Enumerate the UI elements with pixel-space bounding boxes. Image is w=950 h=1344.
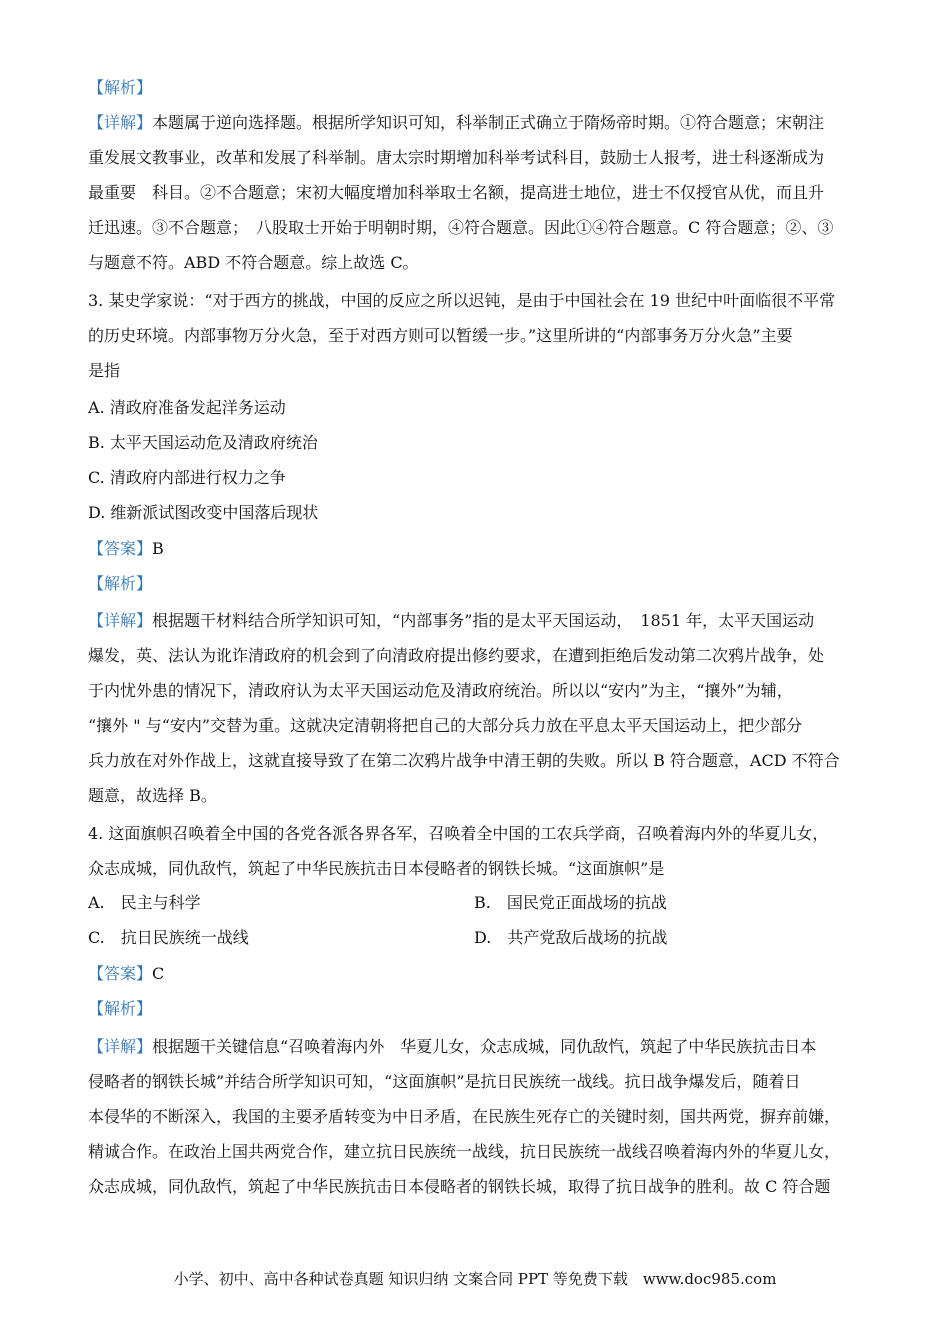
text-line [88, 784, 868, 808]
line-text: 重发展文教事业，改革和发展了科举制。唐太宗时期增加科举考试科目，鼓励士人报考，进士科逐渐成为 [88, 148, 825, 167]
line-text: 的历史环境。内部事物万分火急，至于对西方则可以暂缓一步。”这里所讲的“内部事务万分火急”主要 [88, 326, 793, 345]
line-text: 是指 [88, 361, 121, 380]
section-marker: 【解析】 [88, 574, 153, 593]
text-line [88, 146, 868, 170]
text-line [88, 609, 868, 633]
line-text: 于内忧外患的情况下，清政府认为太平天国运动危及清政府统治。所以以“安内”为主，“攘外”为辅， [88, 681, 793, 700]
text-line [88, 537, 868, 561]
section-marker: 【详解】 [88, 113, 153, 132]
section-marker: 【解析】 [88, 78, 153, 97]
line-text: 众志成城，同仇敌忾，筑起了中华民族抗击日本侵略者的钢铁长城。“这面旗帜”是 [88, 859, 665, 878]
text-line [88, 1140, 868, 1164]
line-text: B [152, 539, 164, 558]
line-text: C [152, 964, 165, 983]
section-marker: 【详解】 [88, 1037, 153, 1056]
section-marker: 【解析】 [88, 999, 153, 1018]
line-text: “攘外 " 与“安内”交替为重。这就决定清朝将把自己的大部分兵力放在平息太平天国运动上，把少部分 [88, 716, 803, 735]
text-line [88, 289, 868, 313]
text-line [88, 76, 868, 100]
text-line [88, 962, 868, 986]
text-line [88, 644, 868, 668]
line-text: B. 太平天国运动危及清政府统治 [88, 433, 318, 452]
text-line [88, 714, 868, 738]
text-line [88, 324, 868, 348]
line-text: 迁迅速。③不合题意； 八股取士开始于明朝时期，④符合题意。因此①④符合题意。C 符合题意；②、③ [88, 218, 834, 237]
text-line [88, 396, 868, 420]
text-line [88, 1105, 868, 1129]
option-right: D. 共产党敌后战场的抗战 [474, 928, 668, 947]
text-line [88, 822, 868, 846]
text-line [88, 1035, 868, 1059]
line-text: 根据题干材料结合所学知识可知，“内部事务”指的是太平天国运动， 1851 年，太平天国运动 [152, 611, 815, 630]
line-text: 本题属于逆向选择题。根据所学知识可知，科举制正式确立于隋炀帝时期。①符合题意；宋朝注 [152, 113, 825, 132]
line-text: 最重要 科目。②不合题意；宋初大幅度增加科举取士名额，提高进士地位，进士不仅授官从优，而且升 [88, 183, 825, 202]
text-line [88, 997, 868, 1021]
text-line [88, 359, 868, 383]
text-line [88, 749, 868, 773]
line-text: 4. 这面旗帜召唤着全中国的各党各派各界各军，召唤着全中国的工农兵学商，召唤着海内外的华夏儿女， [88, 824, 829, 843]
line-text: 爆发，英、法认为讹诈清政府的机会到了向清政府提出修约要求，在遭到拒绝后发动第二次鸦片战争，处 [88, 646, 825, 665]
line-text: 题意，故选择 B。 [88, 786, 217, 805]
section-marker: 【答案】 [88, 539, 153, 558]
line-text: 众志成城，同仇敌忾，筑起了中华民族抗击日本侵略者的钢铁长城，取得了抗日战争的胜利。故 C 符合题 [88, 1177, 831, 1196]
text-line [88, 466, 868, 490]
text-line [88, 111, 868, 135]
line-text: A. 清政府准备发起洋务运动 [88, 398, 286, 417]
line-text: 精诚合作。在政治上国共两党合作，建立抗日民族统一战线，抗日民族统一战线召唤着海内外的华夏儿女， [88, 1142, 841, 1161]
text-line [88, 679, 868, 703]
page-footer: 小学、初中、高中各种试卷真题 知识归纳 文案合同 PPT 等免费下载 www.doc985.com [173, 1270, 777, 1288]
line-text: 与题意不符。ABD 不符合题意。综上故选 C。 [88, 253, 419, 272]
line-text: 侵略者的钢铁长城”并结合所学知识可知，“这面旗帜”是抗日民族统一战线。抗日战争爆发后，随着日 [88, 1072, 801, 1091]
text-line [88, 857, 868, 881]
text-line [88, 1175, 868, 1199]
line-text: 3. 某史学家说：“对于西方的挑战，中国的反应之所以迟钝，是由于中国社会在 19 世纪中叶面临很不平常 [88, 291, 836, 310]
text-line [88, 216, 868, 240]
text-line [88, 572, 868, 596]
section-marker: 【详解】 [88, 611, 153, 630]
line-text: 根据题干关键信息“召唤着海内外 华夏儿女，众志成城，同仇敌忾，筑起了中华民族抗击日本 [152, 1037, 817, 1056]
text-line [88, 501, 868, 525]
line-text: A. 民主与科学 [88, 893, 201, 912]
text-line [88, 251, 868, 275]
text-line [88, 1070, 868, 1094]
line-text: 本侵华的不断深入，我国的主要矛盾转变为中日矛盾，在民族生死存亡的关键时刻，国共两党，摒弃前嫌， [88, 1107, 841, 1126]
text-line [88, 431, 868, 455]
line-text: 兵力放在对外作战上，这就直接导致了在第二次鸦片战争中清王朝的失败。所以 B 符合题意，ACD 不符合 [88, 751, 840, 770]
option-right: B. 国民党正面战场的抗战 [474, 893, 667, 912]
line-text: C. 清政府内部进行权力之争 [88, 468, 286, 487]
text-line [88, 181, 868, 205]
line-text: C. 抗日民族统一战线 [88, 928, 249, 947]
section-marker: 【答案】 [88, 964, 153, 983]
line-text: D. 维新派试图改变中国落后现状 [88, 503, 319, 522]
